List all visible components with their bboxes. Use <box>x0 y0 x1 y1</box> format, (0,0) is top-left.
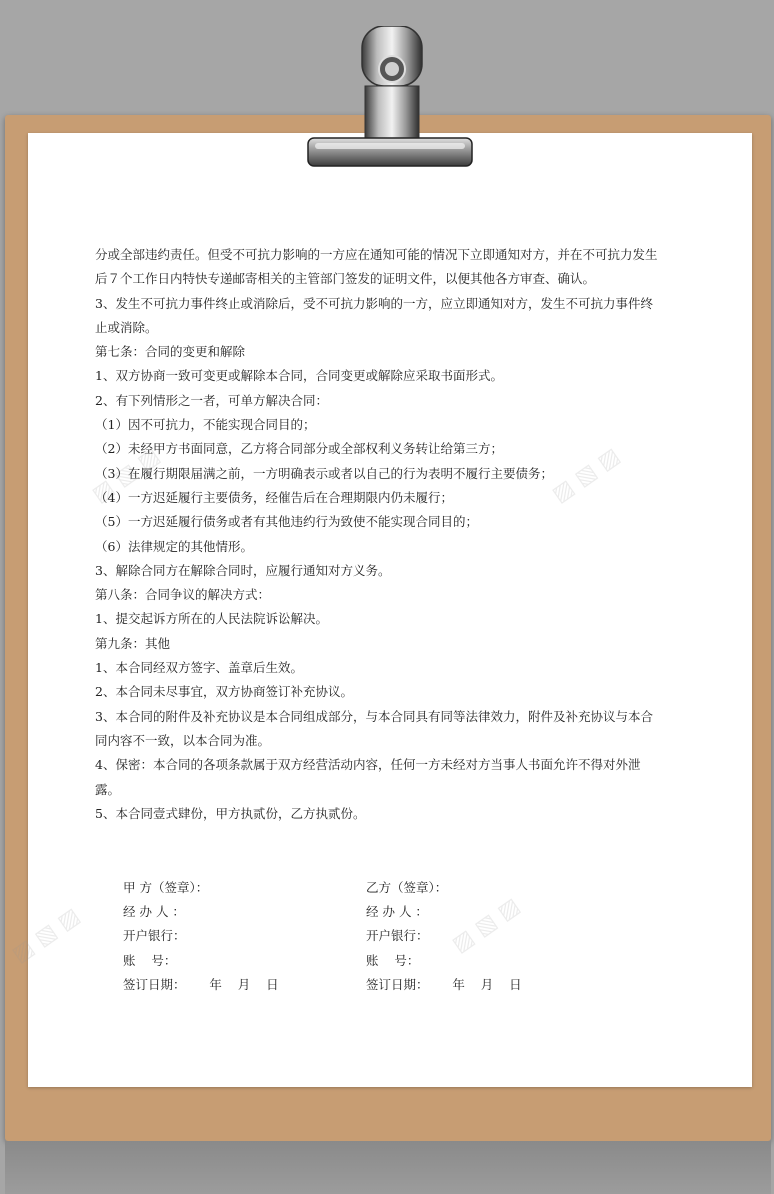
signature-row <box>123 900 643 924</box>
contract-body <box>95 243 660 826</box>
party-a-agent-label: 经 办 人 ： <box>123 904 185 920</box>
watermark: ▨ ▧ ▨ <box>7 903 85 968</box>
list-item: （1）因不可抗力，不能实现合同目的； <box>95 417 316 433</box>
party-b-account-label: 账 号： <box>366 952 420 968</box>
signature-block <box>123 876 643 997</box>
party-a-date-label: 签订日期： 年 月 日 <box>123 976 279 992</box>
signature-row <box>123 924 643 948</box>
paragraph: 3、发生不可抗力事件终止或消除后，受不可抗力影响的一方，应立即通知对方，发生不可抗力事件终止或消除。 <box>95 295 653 335</box>
paragraph: 4、保密：本合同的各项条款属于双方经营活动内容，任何一方未经对方当事人书面允许不得对外泄露。 <box>95 757 641 797</box>
desk-surface <box>5 1141 771 1194</box>
paragraph: 2、有下列情形之一者，可单方解决合同： <box>95 392 328 408</box>
section-heading: 第八条：合同争议的解决方式： <box>95 587 271 603</box>
list-item: （6）法律规定的其他情形。 <box>95 538 253 554</box>
binder-clip-icon <box>305 26 475 176</box>
paragraph: 分或全部违约责任。但受不可抗力影响的一方应在通知可能的情况下立即通知对方，并在不可抗力发生后７个工作日内特快专递邮寄相关的主管部门签发的证明文件，以便其他各方审查、确认。 <box>95 247 658 287</box>
paragraph: 3、本合同的附件及补充协议是本合同组成部分，与本合同具有同等法律效力，附件及补充协议与本合同内容不一致，以本合同为准。 <box>95 708 653 748</box>
watermark: ▨ ▧ ▨ <box>547 443 625 508</box>
paragraph: 5、本合同壹式肆份，甲方执贰份，乙方执贰份。 <box>95 805 366 821</box>
paragraph: 1、本合同经双方签字、盖章后生效。 <box>95 660 303 676</box>
party-a-sign-label: 甲 方（签章）： <box>123 880 209 895</box>
section-heading: 第九条：其他 <box>95 635 171 651</box>
list-item: （5）一方迟延履行债务或者有其他违约行为致使不能实现合同目的； <box>95 514 478 530</box>
signature-row <box>123 876 643 900</box>
party-b-bank-label: 开户银行： <box>366 928 429 944</box>
section-heading: 第七条：合同的变更和解除 <box>95 344 246 360</box>
party-b-sign-label: 乙方（签章）： <box>366 880 448 895</box>
party-a-bank-label: 开户银行： <box>123 928 186 944</box>
watermark: ▨ ▧ ▨ <box>447 893 525 958</box>
party-b-agent-label: 经 办 人 ： <box>366 904 428 920</box>
list-item: （2）未经甲方书面同意，乙方将合同部分或全部权利义务转让给第三方； <box>95 441 503 457</box>
signature-row <box>123 949 643 973</box>
paragraph: 1、提交起诉方所在的人民法院诉讼解决。 <box>95 611 328 627</box>
list-item: （4）一方迟延履行主要债务，经催告后在合理期限内仍未履行； <box>95 489 453 505</box>
paragraph: 3、解除合同方在解除合同时，应履行通知对方义务。 <box>95 562 391 578</box>
paragraph: 2、本合同未尽事宜，双方协商签订补充协议。 <box>95 684 353 700</box>
paragraph: 1、双方协商一致可变更或解除本合同，合同变更或解除应采取书面形式。 <box>95 368 503 384</box>
list-item: （3）在履行期限届满之前，一方明确表示或者以自己的行为表明不履行主要债务； <box>95 465 553 481</box>
signature-row <box>123 973 643 997</box>
watermark: ▨ ▧ ▨ <box>87 443 165 508</box>
party-a-account-label: 账 号： <box>123 952 177 968</box>
party-b-date-label: 签订日期： 年 月 日 <box>366 976 522 992</box>
